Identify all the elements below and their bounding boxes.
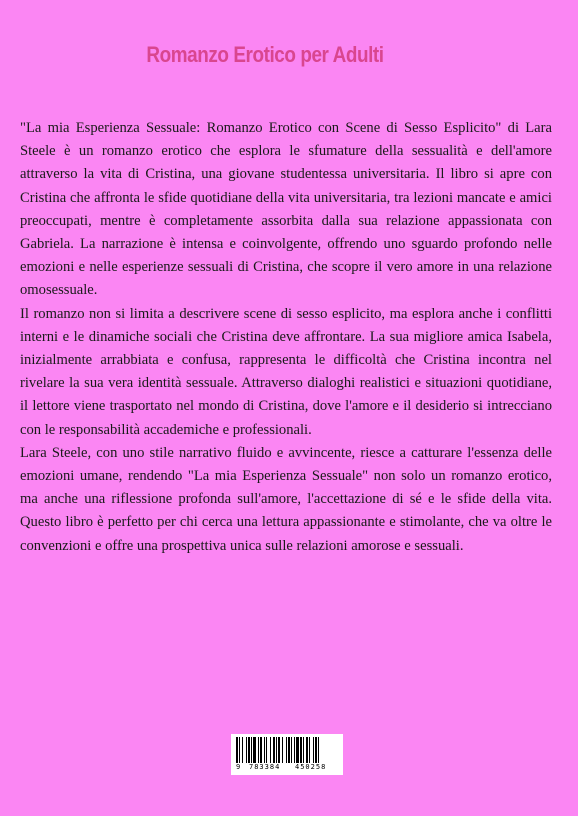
barcode-bar [273, 737, 275, 763]
barcode-bar [260, 737, 262, 763]
barcode-first-digit: 9 [236, 763, 241, 771]
barcode-bar [251, 737, 252, 763]
barcode-bar [282, 737, 283, 763]
barcode-bar [288, 737, 290, 763]
barcode-bar [303, 737, 304, 763]
barcode-bar [318, 737, 319, 763]
barcode-bar [253, 737, 256, 763]
barcode-bar [294, 737, 295, 763]
barcode-bar [239, 737, 240, 763]
barcode-bar [309, 737, 310, 763]
barcode-bar [266, 737, 267, 763]
description-paragraph-3: Lara Steele, con uno stile narrativo fluido e avvincente, riesce a catturare l'essenza delle emozioni umane, rendendo "La mia Esperienza Sessuale" non solo un romanzo erotico, ma anche una riflessione profonda sull'amore, l'accettazione di sé e le sfide della vita. Questo libro è perfetto per chi cerca una lettura appassionante e stimolante, che va oltre le convenzioni e offre una prospettiva unica sulle relazioni amorose e sessuali. [20, 444, 552, 554]
book-description [20, 117, 552, 558]
barcode-bar [300, 737, 302, 763]
description-paragraph-1: "La mia Esperienza Sessuale: Romanzo Erotico con Scene di Sesso Esplicito" di Lara Steele è un romanzo erotico che esplora le sfumature della sessualità e dell'amore attraverso la vita di Cristina, una giovane studentessa universitaria. Il libro si apre con Cristina che affronta le sfide quotidiane della vita universitaria, tra lezioni mancate e amici preoccupati, mentre è completamente assorbita dalla sua relazione appassionata con Gabriela. La narrazione è intensa e coinvolgente, offrendo uno sguardo profondo nelle emozioni e nelle esperienze sessuali di Cristina, che scopre il vero amore in una relazione omosessuale. [20, 120, 552, 299]
barcode-bar [291, 737, 292, 763]
barcode-bar [315, 737, 317, 763]
barcode-bar [242, 737, 243, 763]
barcode-bar [264, 737, 265, 763]
barcode-bar [246, 737, 247, 763]
barcode-bar [248, 737, 250, 763]
barcode-bar [276, 737, 277, 763]
barcode-left-group: 783384 [249, 763, 281, 771]
barcode-right-group: 450258 [295, 763, 327, 771]
barcode-bar [313, 737, 314, 763]
barcode-bar [286, 737, 287, 763]
barcode-bar [236, 737, 238, 763]
barcode-bar [270, 737, 271, 763]
barcode-bar [278, 737, 280, 763]
barcode-bar [296, 737, 299, 763]
isbn-barcode [231, 734, 343, 775]
barcode-digits [231, 762, 343, 774]
barcode-bar [258, 737, 259, 763]
description-paragraph-2: Il romanzo non si limita a descrivere scene di sesso esplicito, ma esplora anche i conflitti interni e le dinamiche sociali che Cristina deve affrontare. La sua migliore amica Isabela, inizialmente arrabbiata e confusa, rappresenta le difficoltà che Cristina incontra nel rivelare la sua vera identità sessuale. Attraverso dialoghi realistici e situazioni quotidiane, il lettore viene trasportato nel mondo di Cristina, dove l'amore e il desiderio si intrecciano con le responsabilità accademiche e professionali. [20, 305, 552, 438]
barcode-bar [306, 737, 308, 763]
page-title: Romanzo Erotico per Adulti [146, 42, 384, 67]
barcode-bars [235, 737, 339, 763]
